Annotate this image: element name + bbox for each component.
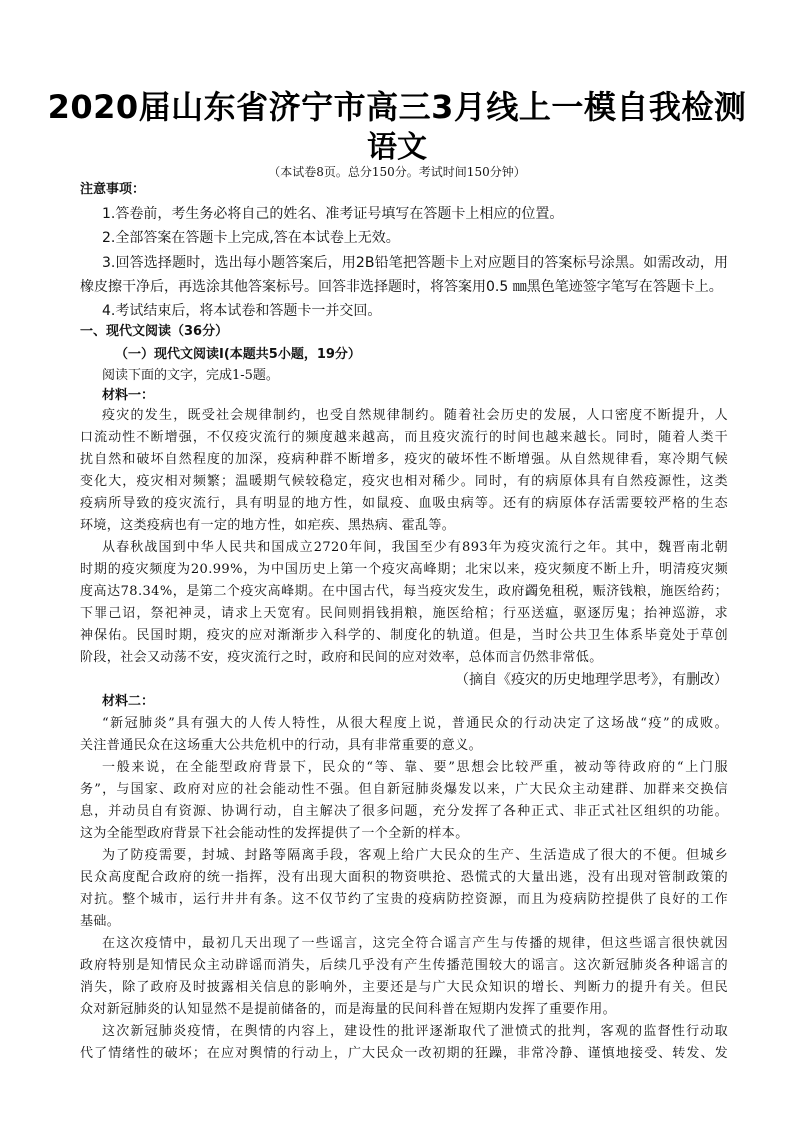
material2-line: 消失，除了政府及时披露相关信息的影响外，主要还是与广大民众知识的增长、判断力的提升有关。但民 [80, 980, 728, 995]
material1-line: 从春秋战国到中华人民共和国成立2720年间，我国至少有893年为疫灾流行之年。其中，魏晋南北朝 [102, 540, 728, 555]
material1-line: 口流动性不断增强，不仅疫灾流行的频度越来越高，而且疫灾流行的时间也越来越长。同时，随着人类干 [80, 430, 728, 445]
material2-line: 关注普通民众在这场重大公共危机中的行动，具有非常重要的意义。 [80, 738, 483, 753]
section-heading: 一、现代文阅读（36分） [80, 324, 229, 339]
material2-line: 一般来说，在全能型政府背景下，民众的“等、靠、要”思想会比较严重，被动等待政府的“上门服 [102, 760, 728, 775]
material1-line: 环境，这类疫病也有一定的地方性，如疟疾、黑热病、霍乱等。 [80, 518, 456, 533]
exam-info: （本试卷8页。总分150分。考试时间150分钟） [268, 165, 526, 179]
notice-item: 4.考试结束后，将本试卷和答题卡一并交回。 [102, 303, 382, 319]
notice-item: 1.答卷前，考生务必将自己的姓名、准考证号填写在答题卡上相应的位置。 [102, 206, 564, 222]
material1-line: 疫灾的发生，既受社会规律制约，也受自然规律制约。随着社会历史的发展，人口密度不断提升，人 [102, 408, 728, 423]
sub-section-heading: （一）现代文阅读Ⅰ(本题共5小题，19分） [115, 347, 361, 362]
material2-line: 对抗。整个城市，运行井井有条。这不仅节约了宝贵的疫病防控资源，而且为疫病防控提供了良好的工作 [80, 892, 728, 907]
material2-line: 代了情绪性的破坏；在应对舆情的行动上，广大民众一改初期的狂躁，非常冷静、谨慎地接受、转发、发 [80, 1046, 728, 1061]
material2-line: 在这次疫情中，最初几天出现了一些谣言，这完全符合谣言产生与传播的规律，但这些谣言很快就因 [102, 936, 728, 951]
exam-title: 2020届山东省济宁市高三3月线上一模自我检测 [47, 88, 747, 126]
material2-line: 基础。 [80, 914, 121, 929]
material1-label: 材料一： [102, 388, 155, 403]
material2-line: 民众高度配合政府的统一指挥，没有出现大面积的物资哄抢、恐慌式的大量出逃，没有出现对管制政策的 [80, 870, 728, 885]
material1-line: 时期的疫灾频度为20.99%，为中国历史上第一个疫灾高峰期；北宋以来，疫灾频度不断上升，明清疫灾频 [80, 562, 728, 577]
notice-heading: 注意事项： [80, 182, 146, 197]
exam-subject: 语文 [367, 130, 427, 165]
notice-item: 橡皮擦干净后，再选涂其他答案标号。回答非选择题时，将答案用0.5 ㎜黑色笔迹签字笔写在答题卡上。 [80, 279, 723, 295]
material2-line: 务”，与国家、政府对应的社会能动性不强。但自新冠肺炎爆发以来，广大民众主动建群、加群来交换信 [80, 782, 728, 797]
notice-item: 3.回答选择题时，选出每小题答案后，用2B铅笔把答题卡上对应题目的答案标号涂黑。如需改动，用 [102, 255, 728, 271]
material2-line: 为了防疫需要，封城、封路等隔离手段，客观上给广大民众的生产、生活造成了很大的不便。但城乡 [102, 848, 728, 863]
material1-line: 下罪己诏，祭祀神灵，请求上天宽宥。民间则捐钱捐粮，施医给棺；行巫送瘟，驱逐厉鬼；抬神巡游，求 [80, 606, 728, 621]
material1-line: 神保佑。民国时期，疫灾的应对渐渐步入科学的、制度化的轨道。但是，当时公共卫生体系毕竟处于草创 [80, 628, 728, 643]
material1-source: （摘自《疫灾的历史地理学思考》，有删改） [455, 672, 728, 688]
material2-line: “新冠肺炎”具有强大的人传人特性，从很大程度上说，普通民众的行动决定了这场战“疫”的成败。 [102, 716, 728, 731]
material2-label: 材料二： [102, 694, 155, 709]
material1-line: 阶段，社会又动荡不安，疫灾流行之时，政府和民间的应对效率，总体而言仍然非常低。 [80, 650, 603, 665]
material1-line: 度高达78.34%，是第二个疫灾高峰期。在中国古代，每当疫灾发生，政府蠲免租税，赈济钱粮，施医给药； [80, 584, 728, 599]
material2-line: 息，并动员自有资源、协调行动，自主解决了很多问题，充分发挥了各种正式、非正式社区组织的功能。 [80, 804, 728, 819]
material1-line: 变化大，疫灾相对频繁；温暖期气候较稳定，疫灾也相对稀少。同时，有的病原体具有自然疫源性，这类 [80, 474, 728, 489]
material2-line: 众对新冠肺炎的认知显然不是提前储备的，而是海量的民间科普在短期内发挥了重要作用。 [80, 1002, 617, 1017]
material1-line: 扰自然和破坏自然程度的加深，疫病种群不断增多，疫灾的破坏性不断增强。从自然规律看，寒冷期气候 [80, 452, 728, 467]
instruction: 阅读下面的文字，完成1-5题。 [102, 368, 279, 383]
material2-line: 这次新冠肺炎疫情，在舆情的内容上，建设性的批评逐渐取代了泄愤式的批判，客观的监督性行动取 [102, 1024, 728, 1039]
material1-line: 疫病所导致的疫灾流行，具有明显的地方性，如鼠疫、血吸虫病等。还有的病原体存活需要较严格的生态 [80, 496, 728, 511]
material2-line: 政府特别是知情民众主动辟谣而消失，后续几乎没有产生传播范围较大的谣言。这次新冠肺炎各种谣言的 [80, 958, 728, 973]
material2-line: 这为全能型政府背景下社会能动性的发挥提供了一个全新的样本。 [80, 826, 469, 841]
notice-item: 2.全部答案在答题卡上完成,答在本试卷上无效。 [102, 230, 400, 246]
